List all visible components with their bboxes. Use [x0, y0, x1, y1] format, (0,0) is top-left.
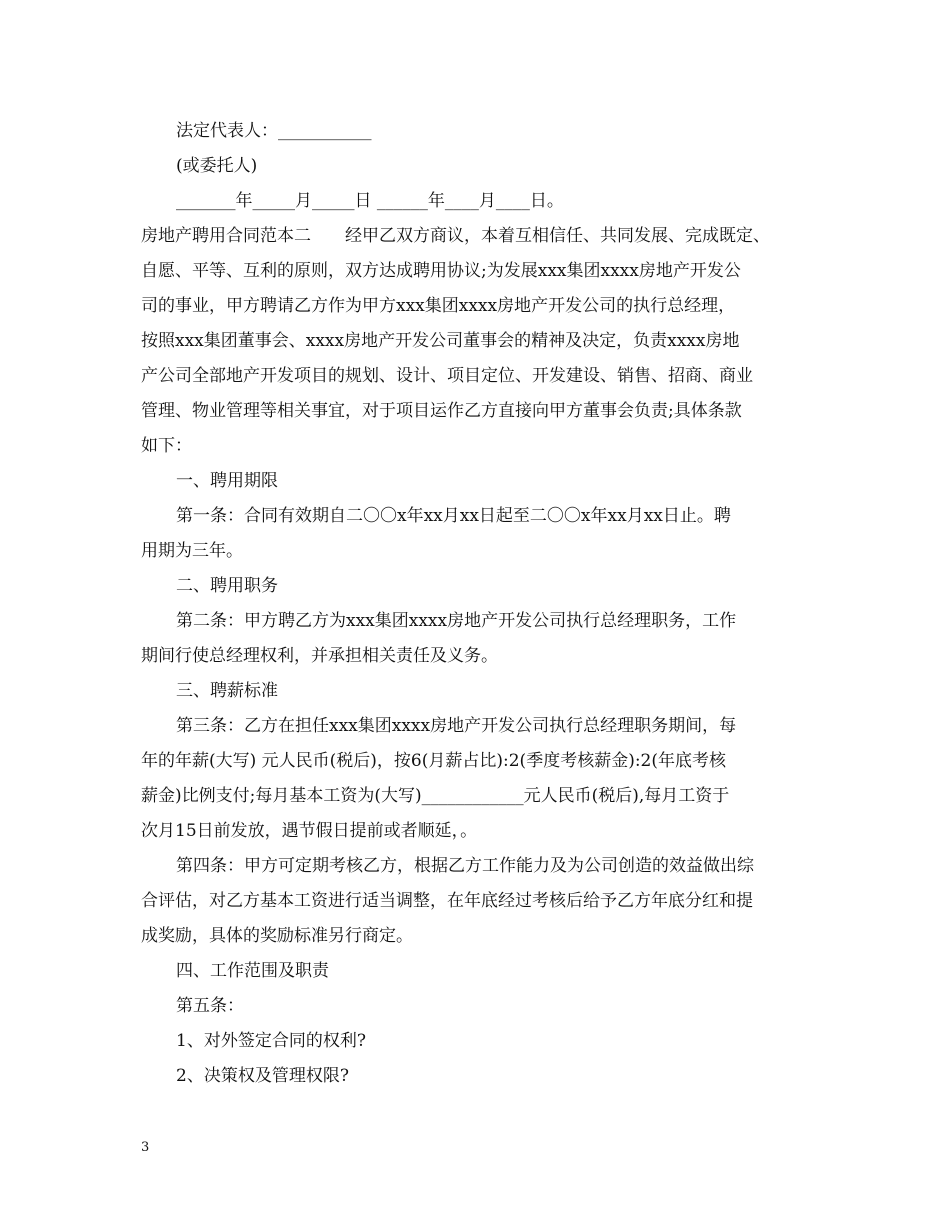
list-item: 2、决策权及管理权限? [176, 1066, 349, 1086]
clause-line: 薪金)比例支付;每月基本工资为(大写)____________元人民币(税后),每月工资于 [141, 786, 730, 806]
paragraph-line: 司的事业，甲方聘请乙方作为甲方xxx集团xxxx房地产开发公司的执行总经理， [141, 296, 736, 316]
clause-line: 第五条： [176, 996, 244, 1016]
date-line: _______年_____月_____日 ______年____月____日。 [176, 191, 564, 211]
section-heading: 三、聘薪标准 [176, 681, 278, 701]
list-item: 1、对外签定合同的权利? [176, 1031, 366, 1051]
clause-line: 合评估，对乙方基本工资进行适当调整，在年底经过考核后给予乙方年底分红和提 [141, 891, 753, 911]
clause-line: 第四条：甲方可定期考核乙方，根据乙方工作能力及为公司创造的效益做出综 [176, 856, 754, 876]
paragraph-line: 产公司全部地产开发项目的规划、设计、项目定位、开发建设、销售、招商、商业 [141, 366, 753, 386]
clause-line: 年的年薪(大写) 元人民币(税后)，按6(月薪占比):2(季度考核薪金):2(年底考核 [141, 751, 726, 771]
clause-line: 期间行使总经理权利，并承担相关责任及义务。 [141, 646, 498, 666]
clause-line: 用期为三年。 [141, 541, 243, 561]
paragraph-line: 按照xxx集团董事会、xxxx房地产开发公司董事会的精神及决定，负责xxxx房地 [141, 331, 740, 351]
paragraph-line: 自愿、平等、互利的原则，双方达成聘用协议;为发展xxx集团xxxx房地产开发公 [141, 261, 741, 281]
section-heading: 二、聘用职务 [176, 576, 278, 596]
legal-rep-line: 法定代表人：___________ [176, 121, 372, 141]
clause-line: 第二条：甲方聘乙方为xxx集团xxxx房地产开发公司执行总经理职务，工作 [176, 611, 737, 631]
clause-line: 成奖励，具体的奖励标准另行商定。 [141, 926, 413, 946]
clause-line: 次月15日前发放，遇节假日提前或者顺延，。 [141, 821, 478, 841]
paragraph-line: 如下： [141, 436, 192, 456]
clause-line: 第一条：合同有效期自二〇〇x年xx月xx日起至二〇〇x年xx月xx日止。聘 [176, 506, 731, 526]
proxy-line: (或委托人) [176, 156, 258, 176]
paragraph-line: 管理、物业管理等相关事宜，对于项目运作乙方直接向甲方董事会负责;具体条款 [141, 401, 742, 421]
section-heading: 一、聘用期限 [176, 471, 278, 491]
clause-line: 第三条：乙方在担任xxx集团xxxx房地产开发公司执行总经理职务期间，每 [176, 716, 737, 736]
page-number: 3 [141, 1140, 150, 1155]
paragraph-line: 房地产聘用合同范本二 经甲乙双方商议，本着互相信任、共同发展、完成既定、 [141, 226, 770, 246]
section-heading: 四、工作范围及职责 [176, 961, 329, 981]
